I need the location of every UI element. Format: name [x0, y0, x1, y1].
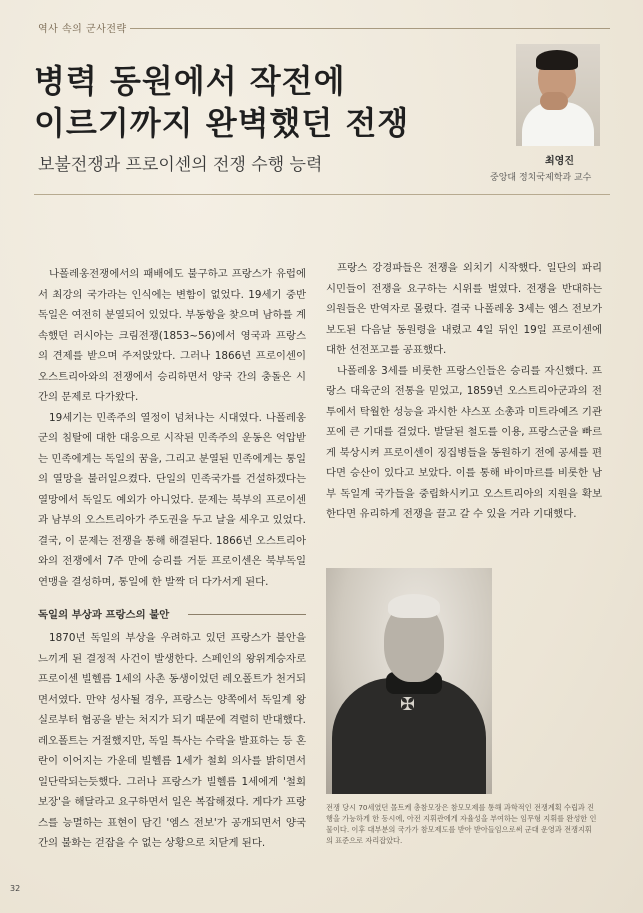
- body-column-right: [326, 258, 602, 525]
- header-divider: [34, 194, 610, 195]
- author-name: 최영진: [545, 156, 574, 167]
- series-label: 역사 속의 군사전략: [38, 24, 127, 35]
- paragraph: 나폴레옹 3세를 비롯한 프랑스인들은 승리를 자신했다. 프랑스 대육군의 전통을 믿었고, 1859년 오스트리아군과의 전투에서 탁월한 성능을 과시한 샤스포 소총과 미트라예즈 기관포에 큰 기대를 걸었다. 발달된 철도를 이용, 프랑스군을 빠르게 북상시켜 프로이센이 징집병들을 동원하기 전에 공세를 편다면 승산이 있다고 보았다. 이를 통해 바이마르를 비롯한 남부 독일계 국가들을 중립화시키고 오스트리아의 지원을 확보한다면 유리하게 전쟁을 끌고 갈 수 있을 거라 기대했다.: [326, 364, 602, 520]
- paragraph: 1870년 독일의 부상을 우려하고 있던 프랑스가 불안을 느끼게 된 결정적 사건이 발생한다. 스페인의 왕위계승자로 프로이센 빌헬름 1세의 사촌 동생이었던 레오폴트가 천거되면서였다. 만약 성사될 경우, 프랑스는 양쪽에서 독일계 왕실로부터 협공을 받는 처지가 되기 때문에 격렬히 반대했다. 레오폴트는 거절했지만, 독일 특사는 수락을 발표하는 등 혼란이 이어지는 가운데 빌헬름 1세가 철회 의사를 밝히면서 일단락되는듯했다. 그러나 프랑스가 빌헬름 1세에게 '철회 보장'을 해달라고 요구하면서 일은 복잡해졌다. 게다가 프랑스를 능멸하는 표현이 담긴 '엠스 전보'가 공개되면서 양국 간의 불화는 걷잡을 수 없는 상황으로 치닫게 된다.: [38, 632, 306, 849]
- body-column-left-top: [38, 264, 306, 592]
- section-heading: 독일의 부상과 프랑스의 불안: [38, 609, 170, 621]
- medal-cross-icon: ✠: [400, 694, 416, 715]
- body-column-left-bottom: [38, 628, 306, 854]
- author-photo: [516, 44, 600, 146]
- paragraph: 19세기는 민족주의 열정이 넘쳐나는 시대였다. 나폴레옹군의 침탈에 대한 대응으로 시작된 민족주의 운동은 억압받는 민족에게는 독일의 꿈을, 그리고 분열된 민족에게는 통일의 열망을 불러일으켰다. 단일의 민족국가를 건설하겠다는 열망에서 독일도 예외가 아니었다. 문제는 북부의 프로이센과 남부의 오스트리아가 주도권을 두고 날을 세우고 있었다. 결국, 이 문제는 전쟁을 통해 해결된다. 1866년 오스트리아와의 전쟁에서 7주 만에 승리를 거둔 프로이센은 북부독일연맹을 결성하며, 통일에 한 발짝 더 다가서게 된다.: [38, 411, 306, 588]
- title-line-2: 이르기까지 완벽했던 전쟁: [34, 104, 410, 142]
- header-rule: [130, 28, 610, 29]
- section-rule: [188, 614, 306, 615]
- moltke-portrait: [326, 568, 492, 794]
- figure-caption: 전쟁 당시 70세였던 몰트케 총참모장은 참모모제를 통해 과학적인 전쟁계획 수립과 진행을 가능하게 한 동시에, 아전 지휘관에게 자율성을 부여하는 임무형 지휘를 완성한 인물이다. 이후 대부분의 국가가 참모제도를 받아 받아들임으로써 군대 운영과 전쟁지휘의 표준으로 자리잡았다.: [326, 803, 597, 845]
- title-line-1: 병력 동원에서 작전에: [34, 62, 346, 100]
- paragraph: 나폴레옹전쟁에서의 패배에도 불구하고 프랑스가 유럽에서 최강의 국가라는 인식에는 변함이 없었다. 19세기 중반 독일은 여전히 분열되어 있었다. 부동항을 찾으며 남하를 계속했던 러시아는 크림전쟁(1853~56)에서 영국과 프랑스의 견제를 받으며 주저앉았다. 그러나 1866년 프로이센이 오스트리아와의 전쟁에서 승리하면서 양국 간의 충돌은 시간의 문제로 다가왔다.: [38, 268, 306, 403]
- article-subtitle: 보불전쟁과 프로이센의 전쟁 수행 능력: [38, 155, 323, 175]
- author-affiliation: 중앙대 정치국제학과 교수: [490, 173, 592, 183]
- paragraph: 프랑스 강경파들은 전쟁을 외치기 시작했다. 일단의 파리 시민들이 전쟁을 요구하는 시위를 벌였다. 전쟁을 반대하는 의원들은 반역자로 몰렸다. 결국 나폴레옹 3세는 엠스 전보가 보도된 다음날 동원령을 내렸고 4일 뒤인 19일 프로이센에 대한 선전포고를 공표했다.: [326, 262, 602, 356]
- page-number: 32: [10, 884, 21, 893]
- article-title: [34, 60, 474, 144]
